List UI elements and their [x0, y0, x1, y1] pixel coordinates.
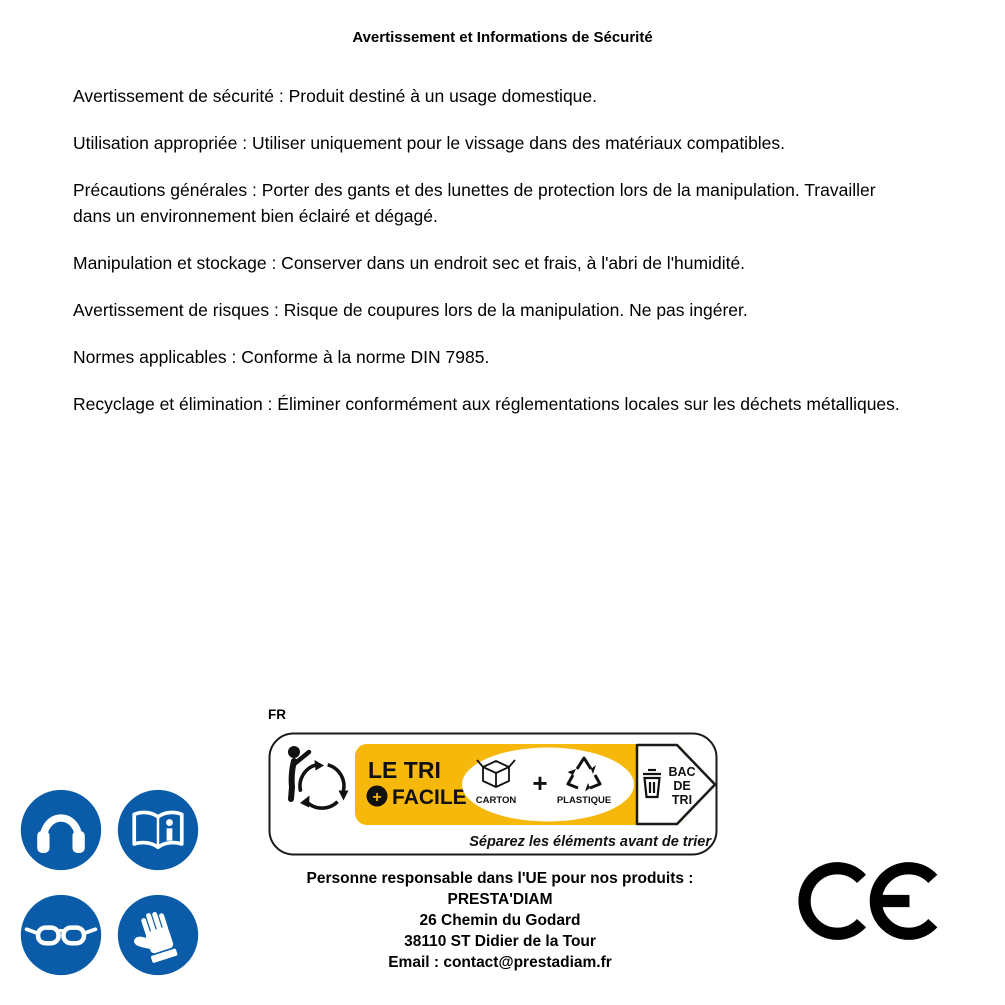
carton-label: CARTON [475, 795, 517, 806]
plus-badge-glyph: + [372, 789, 382, 806]
infotri-tagline: Séparez les éléments avant de trier [469, 834, 711, 850]
safety-paragraph: Avertissement de sécurité : Produit destiné à un usage domestique. [73, 86, 598, 106]
safety-text-block [73, 83, 913, 438]
safety-paragraph: Avertissement de risques : Risque de coupures lors de la manipulation. Ne pas ingérer. [73, 300, 748, 320]
responsible-address-line1: 26 Chemin du Godard [419, 912, 581, 929]
responsible-address-line2: 38110 ST Didier de la Tour [404, 933, 596, 950]
bin-label-tri: TRI [671, 793, 693, 807]
page-title: Avertissement et Informations de Sécurité [352, 29, 653, 46]
responsible-heading: Personne responsable dans l'UE pour nos produits : [306, 870, 694, 887]
safety-paragraph: Précautions générales : Porter des gants et des lunettes de protection lors de la manipulation. Travailler dans un environnement bien éclairé et dégagé. [73, 180, 876, 226]
safety-paragraph: Normes applicables : Conforme à la norme DIN 7985. [73, 347, 490, 367]
info-tri-recycling-label [268, 732, 718, 856]
safety-paragraph: Manipulation et stockage : Conserver dans un endroit sec et frais, à l'abri de l'humidité. [73, 253, 746, 273]
eye-protection-icon [20, 894, 102, 976]
materials-plus: + [532, 768, 548, 798]
bin-label-bac: BAC [668, 765, 696, 779]
ear-protection-icon [20, 789, 102, 871]
fr-country-label: FR [268, 707, 286, 722]
safety-paragraph: Recyclage et élimination : Éliminer conformément aux réglementations locales sur les déchets métalliques. [73, 394, 900, 414]
protective-gloves-icon [117, 894, 199, 976]
infotri-facile-label: FACILE [392, 786, 467, 809]
infotri-le-tri-label: LE TRI [368, 757, 441, 783]
responsible-company: PRESTA'DIAM [447, 891, 553, 908]
ce-marking-icon [798, 855, 948, 947]
eu-responsible-block [250, 868, 750, 973]
read-manual-icon [117, 789, 199, 871]
responsible-email: Email : contact@prestadiam.fr [388, 954, 612, 971]
plastique-label: PLASTIQUE [556, 795, 612, 806]
materials-bubble [462, 748, 634, 822]
bin-label-de: DE [673, 779, 691, 793]
mandatory-pictograms [20, 789, 200, 977]
safety-paragraph: Utilisation appropriée : Utiliser uniquement pour le vissage dans des matériaux compatibles. [73, 133, 786, 153]
